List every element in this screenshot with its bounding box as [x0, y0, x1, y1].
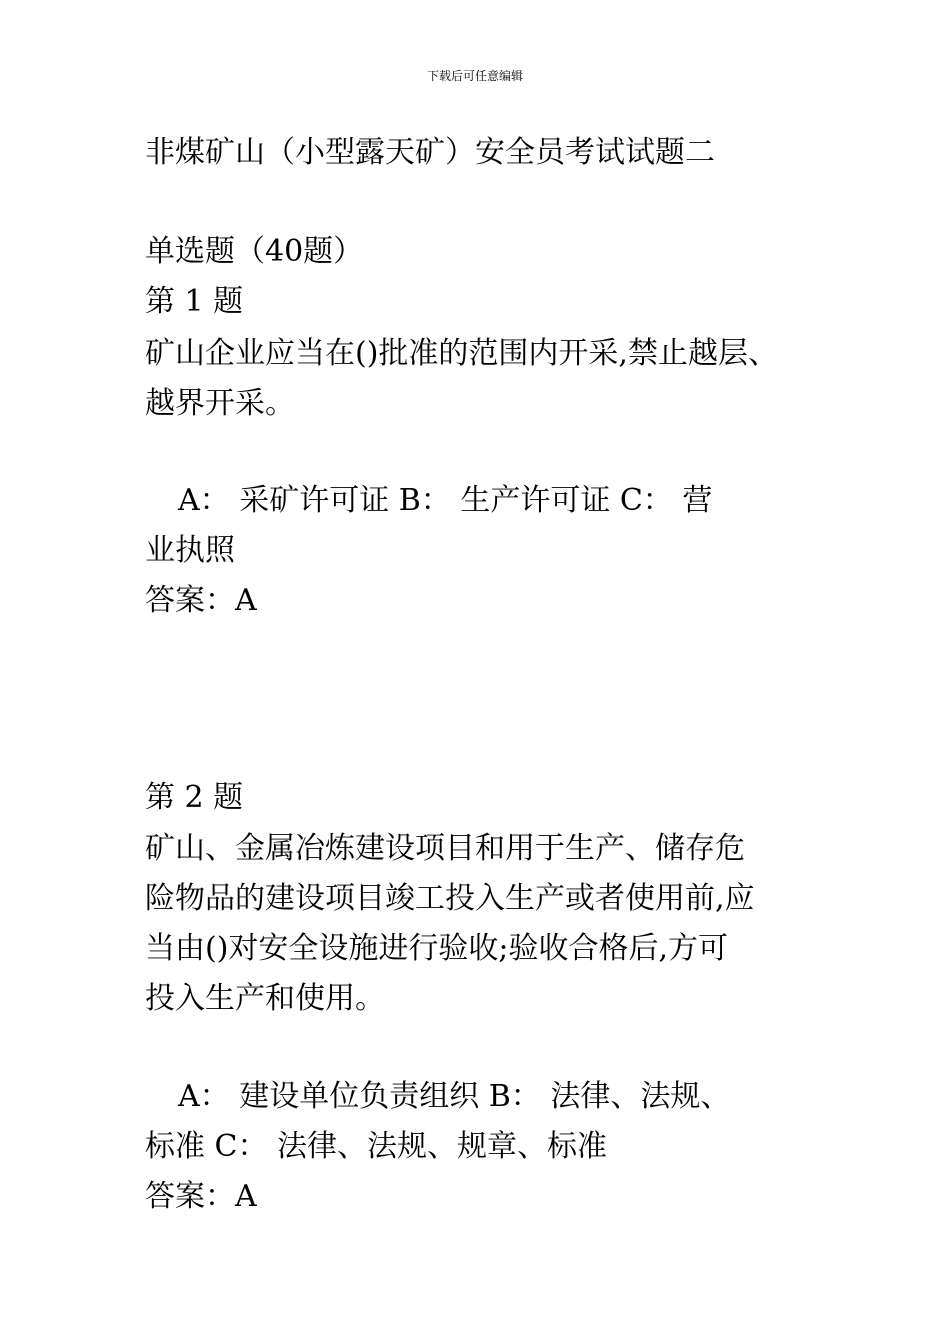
question-1-stem-line: 越界开采。 [145, 386, 295, 421]
question-2-options-line: A： 建设单位负责组织 B： 法律、法规、 [178, 1079, 731, 1114]
question-2-options-line: 标准 C： 法律、法规、规章、标准 [145, 1129, 608, 1164]
header-note: 下载后可任意编辑 [426, 69, 523, 83]
question-1-options-line: A： 采矿许可证 B： 生产许可证 C： 营 [178, 483, 713, 518]
document-title: 非煤矿山（小型露天矿）安全员考试试题二 [145, 135, 715, 170]
question-2-stem-line: 当由()对安全设施进行验收;验收合格后,方可 [145, 931, 729, 966]
question-2-stem-line: 矿山、金属冶炼建设项目和用于生产、储存危 [145, 831, 745, 866]
section-heading: 单选题（40题） [145, 234, 364, 269]
question-1-stem-line: 矿山企业应当在()批准的范围内开采,禁止越层、 [145, 336, 778, 371]
question-2-answer: 答案：A [145, 1179, 257, 1214]
question-2-stem-line: 投入生产和使用。 [145, 981, 385, 1016]
question-2-number: 第 2 题 [145, 780, 244, 815]
question-1-answer: 答案：A [145, 583, 257, 618]
question-1-number: 第 1 题 [145, 284, 244, 319]
question-1-options-line: 业执照 [145, 533, 235, 568]
question-2-stem-line: 险物品的建设项目竣工投入生产或者使用前,应 [145, 881, 755, 916]
